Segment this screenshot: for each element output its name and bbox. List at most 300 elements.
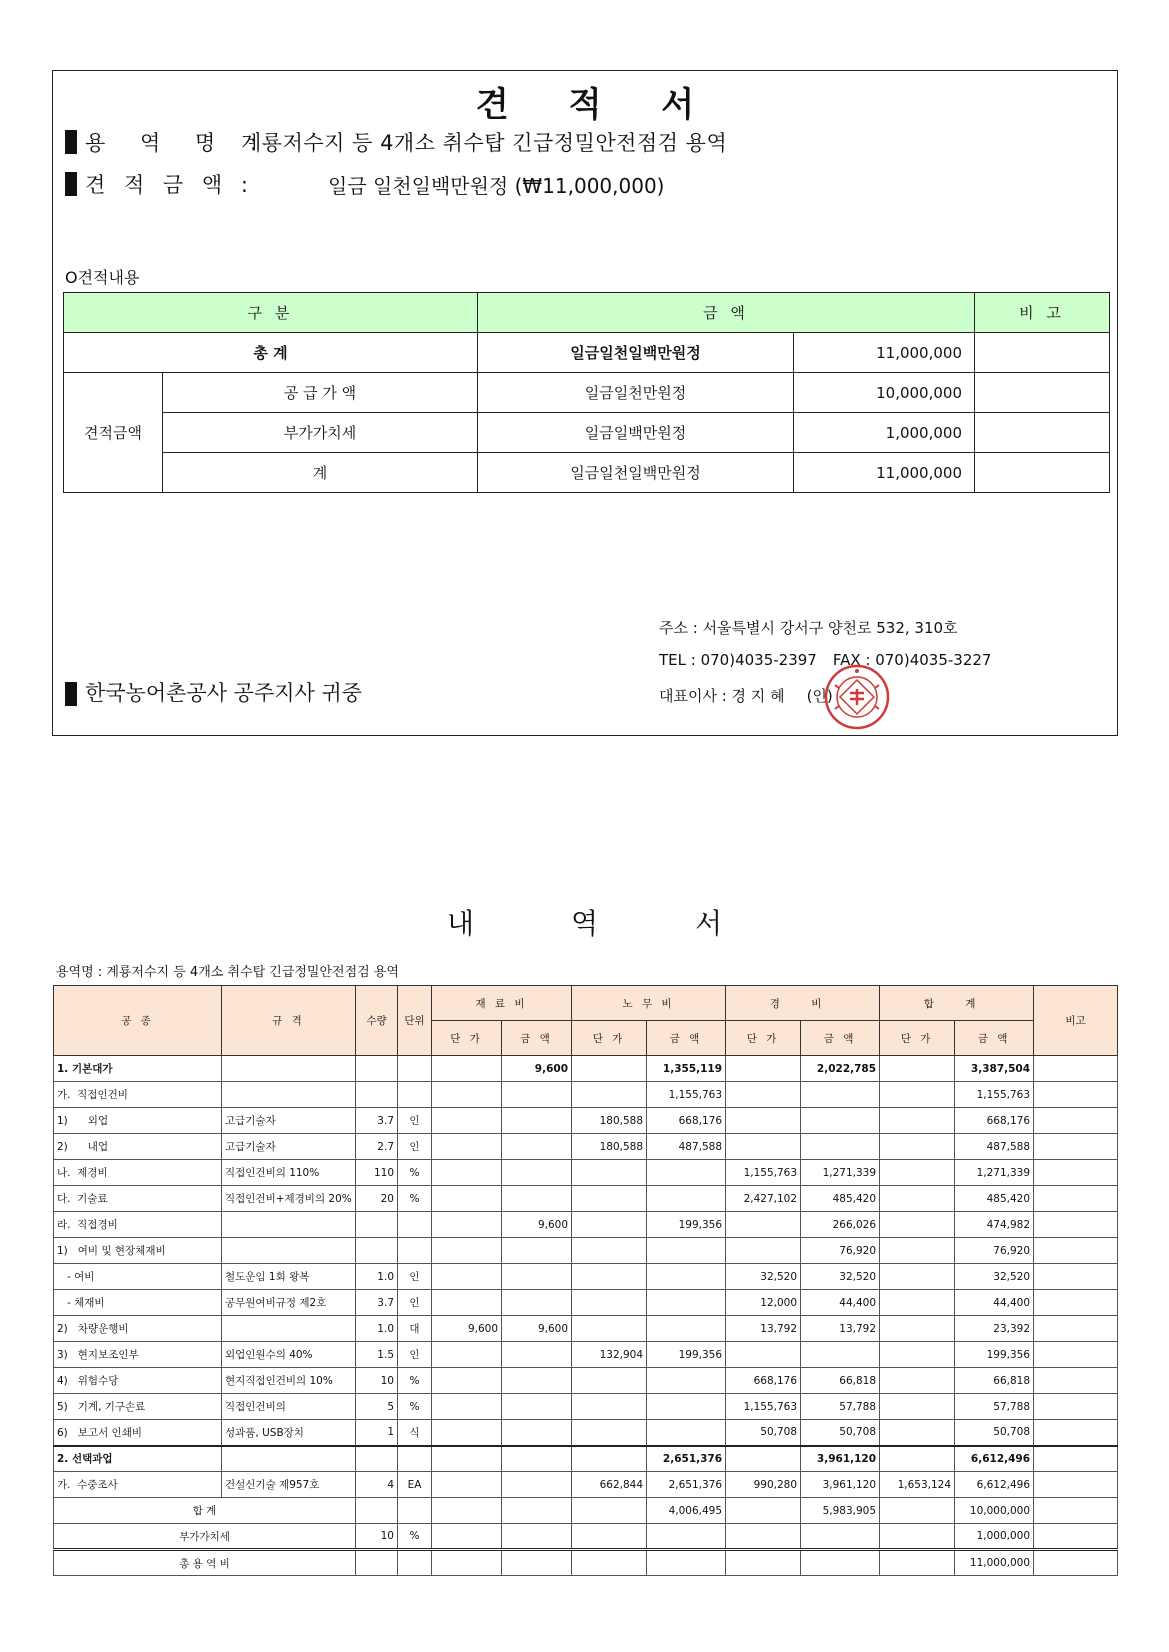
cell-name: 가. 직접인건비 (54, 1082, 222, 1108)
representative-name: 대표이사 : 경 지 혜 (659, 687, 785, 705)
summary-label: 합 계 (54, 1498, 356, 1524)
cell-l-amt (647, 1420, 726, 1446)
cell-t-amt: 6,612,496 (955, 1472, 1034, 1498)
empty-cell (572, 1550, 647, 1576)
cell-qty: 5 (356, 1394, 398, 1420)
cell-qty: 1.5 (356, 1342, 398, 1368)
cell-name: - 체재비 (54, 1290, 222, 1316)
cell-m-up (432, 1290, 502, 1316)
cell-remark (1034, 1420, 1118, 1446)
cell-m-up (432, 1134, 502, 1160)
cell-m-up (432, 1186, 502, 1212)
cell-m-up (432, 1160, 502, 1186)
cell-e-up (726, 1108, 801, 1134)
cell-e-amt: 44,400 (801, 1290, 880, 1316)
cell-e-amt: 3,961,120 (801, 1446, 880, 1472)
cell-m-up (432, 1394, 502, 1420)
cell-spec: 현지직접인건비의 10% (222, 1368, 356, 1394)
breakdown-title (0, 902, 1169, 942)
empty-cell (432, 1498, 502, 1524)
header-amount: 금 액 (647, 1021, 726, 1056)
cell-t-amt: 32,520 (955, 1264, 1034, 1290)
cell-m-up (432, 1108, 502, 1134)
table-row (54, 1368, 1118, 1394)
cell-l-amt (647, 1186, 726, 1212)
cell-m-amt (502, 1394, 572, 1420)
cell-t-amt: 485,420 (955, 1186, 1034, 1212)
row-label: 계 (163, 453, 478, 493)
cell-t-up (880, 1056, 955, 1082)
cell-m-amt (502, 1420, 572, 1446)
cell-qty: 1.0 (356, 1316, 398, 1342)
cell-unit: 인 (398, 1342, 432, 1368)
summary-e-amt (801, 1524, 880, 1550)
summary-unit (398, 1498, 432, 1524)
empty-cell (726, 1550, 801, 1576)
recipient-name: 한국농어촌공사 공주지사 귀중 (85, 681, 363, 705)
cell-t-amt: 1,155,763 (955, 1082, 1034, 1108)
bullet-icon (65, 172, 77, 196)
cell-l-up (572, 1446, 647, 1472)
cell-qty (356, 1446, 398, 1472)
breakdown-body (54, 1056, 1118, 1576)
cell-spec: 철도운임 1회 왕복 (222, 1264, 356, 1290)
cell-m-amt (502, 1160, 572, 1186)
cell-e-amt: 266,026 (801, 1212, 880, 1238)
cell-m-up (432, 1446, 502, 1472)
cell-l-up (572, 1056, 647, 1082)
empty-cell (1034, 1550, 1118, 1576)
total-row (64, 333, 1110, 373)
remark-cell (975, 333, 1110, 373)
cell-e-amt: 66,818 (801, 1368, 880, 1394)
cell-remark (1034, 1056, 1118, 1082)
cell-name: 다. 기술료 (54, 1186, 222, 1212)
header-unit-price: 단 가 (726, 1021, 801, 1056)
header-spec: 규 격 (222, 986, 356, 1056)
table-row (64, 373, 1110, 413)
cell-name: 1. 기본대가 (54, 1056, 222, 1082)
summary-l-amt: 4,006,495 (647, 1498, 726, 1524)
cell-name: 3) 현지보조인부 (54, 1342, 222, 1368)
header-material: 재 료 비 (432, 986, 572, 1021)
summary-qty: 10 (356, 1524, 398, 1550)
table-header-row (54, 986, 1118, 1021)
empty-cell (880, 1524, 955, 1550)
cell-name: 1) 외업 (54, 1108, 222, 1134)
cell-e-up: 13,792 (726, 1316, 801, 1342)
table-row (54, 1212, 1118, 1238)
summary-row (54, 1498, 1118, 1524)
row-label: 공 급 가 액 (163, 373, 478, 413)
cell-unit: % (398, 1394, 432, 1420)
cell-unit (398, 1446, 432, 1472)
cell-e-amt: 50,708 (801, 1420, 880, 1446)
summary-t-amt: 1,000,000 (955, 1524, 1034, 1550)
cell-t-up (880, 1394, 955, 1420)
cell-l-up (572, 1420, 647, 1446)
cell-unit: 인 (398, 1290, 432, 1316)
cell-e-up (726, 1056, 801, 1082)
header-expense: 경 비 (726, 986, 880, 1021)
empty-cell (880, 1498, 955, 1524)
cell-m-amt (502, 1082, 572, 1108)
row-number: 11,000,000 (794, 453, 975, 493)
empty-cell (502, 1550, 572, 1576)
cell-l-up (572, 1238, 647, 1264)
total-number: 11,000,000 (794, 333, 975, 373)
cell-t-up (880, 1186, 955, 1212)
cell-unit: 인 (398, 1108, 432, 1134)
cell-e-up (726, 1212, 801, 1238)
cell-qty: 2.7 (356, 1134, 398, 1160)
header-unit-price: 단 가 (880, 1021, 955, 1056)
cell-remark (1034, 1238, 1118, 1264)
cell-e-up (726, 1134, 801, 1160)
quote-amount-label: 견 적 금 액 : (85, 173, 254, 197)
cell-t-up (880, 1082, 955, 1108)
empty-cell (1034, 1524, 1118, 1550)
cell-t-up (880, 1342, 955, 1368)
group-label: 견적금액 (64, 373, 163, 493)
cell-t-amt: 44,400 (955, 1290, 1034, 1316)
breakdown-service-line: 용역명 : 계룡저수지 등 4개소 취수탑 긴급정밀안전점검 용역 (56, 965, 399, 980)
cell-unit: % (398, 1368, 432, 1394)
cell-t-up (880, 1212, 955, 1238)
table-row (54, 1446, 1118, 1472)
empty-cell (502, 1498, 572, 1524)
cell-spec (222, 1056, 356, 1082)
cell-l-up (572, 1290, 647, 1316)
header-category: 구 분 (64, 293, 478, 333)
quote-detail-caption: O견적내용 (65, 268, 140, 287)
cell-l-amt (647, 1290, 726, 1316)
cell-t-amt: 6,612,496 (955, 1446, 1034, 1472)
cell-spec: 직접인건비의 (222, 1394, 356, 1420)
table-row (54, 1238, 1118, 1264)
cell-l-amt (647, 1394, 726, 1420)
cell-l-up (572, 1186, 647, 1212)
cell-m-amt: 9,600 (502, 1316, 572, 1342)
cell-l-up (572, 1316, 647, 1342)
cell-unit: % (398, 1186, 432, 1212)
cell-e-amt: 485,420 (801, 1186, 880, 1212)
cell-e-amt (801, 1082, 880, 1108)
table-header-row (64, 293, 1110, 333)
cell-qty: 3.7 (356, 1108, 398, 1134)
remark-cell (975, 413, 1110, 453)
header-unit: 단위 (398, 986, 432, 1056)
cell-spec: 직접인건비+제경비의 20% (222, 1186, 356, 1212)
cell-l-amt: 668,176 (647, 1108, 726, 1134)
row-korean: 일금일천만원정 (478, 373, 794, 413)
cell-e-up (726, 1342, 801, 1368)
header-unit-price: 단 가 (572, 1021, 647, 1056)
quote-amount-value: 일금 일천일백만원정 (₩11,000,000) (328, 173, 665, 198)
cell-remark (1034, 1108, 1118, 1134)
cell-t-up (880, 1368, 955, 1394)
cell-unit: 식 (398, 1420, 432, 1446)
cell-m-up (432, 1082, 502, 1108)
breakdown-title-char: 역 (570, 907, 599, 940)
cell-spec (222, 1212, 356, 1238)
cell-l-up (572, 1160, 647, 1186)
cell-m-up: 9,600 (432, 1316, 502, 1342)
cell-e-up (726, 1238, 801, 1264)
cell-e-up (726, 1446, 801, 1472)
cell-remark (1034, 1160, 1118, 1186)
total-label: 총 계 (64, 333, 478, 373)
table-row (54, 1082, 1118, 1108)
remark-cell (975, 373, 1110, 413)
cell-name: 가. 수중조사 (54, 1472, 222, 1498)
cell-t-up: 1,653,124 (880, 1472, 955, 1498)
cell-l-amt (647, 1160, 726, 1186)
cell-spec: 고급기술자 (222, 1134, 356, 1160)
cell-name: 2. 선택과업 (54, 1446, 222, 1472)
cell-l-amt: 2,651,376 (647, 1446, 726, 1472)
cell-t-amt: 66,818 (955, 1368, 1034, 1394)
cell-name: 2) 차량운행비 (54, 1316, 222, 1342)
empty-cell (880, 1550, 955, 1576)
quotation-box (52, 70, 1118, 736)
cell-name: 1) 여비 및 현장체재비 (54, 1238, 222, 1264)
cell-spec (222, 1238, 356, 1264)
service-name-label: 용 역 명 : (85, 131, 271, 155)
cell-name: 라. 직접경비 (54, 1212, 222, 1238)
summary-t-amt: 11,000,000 (955, 1550, 1034, 1576)
cell-remark (1034, 1082, 1118, 1108)
cell-e-amt (801, 1134, 880, 1160)
cell-t-amt: 487,588 (955, 1134, 1034, 1160)
cell-e-up: 1,155,763 (726, 1160, 801, 1186)
cell-spec (222, 1082, 356, 1108)
summary-qty (356, 1550, 398, 1576)
cell-t-up (880, 1290, 955, 1316)
service-name-line (65, 127, 727, 157)
cell-name: 5) 기계, 기구손료 (54, 1394, 222, 1420)
table-row (54, 1056, 1118, 1082)
cell-qty: 3.7 (356, 1290, 398, 1316)
cell-m-amt (502, 1134, 572, 1160)
summary-e-amt (801, 1550, 880, 1576)
table-row (54, 1316, 1118, 1342)
cell-t-up (880, 1108, 955, 1134)
cell-t-amt: 57,788 (955, 1394, 1034, 1420)
empty-cell (502, 1524, 572, 1550)
cell-l-amt: 2,651,376 (647, 1472, 726, 1498)
row-korean: 일금일천일백만원정 (478, 453, 794, 493)
cell-t-amt: 1,271,339 (955, 1160, 1034, 1186)
cell-t-up (880, 1160, 955, 1186)
cell-l-amt: 199,356 (647, 1342, 726, 1368)
header-amount: 금 액 (502, 1021, 572, 1056)
table-row (64, 453, 1110, 493)
cell-m-amt (502, 1108, 572, 1134)
cell-qty (356, 1238, 398, 1264)
header-qty: 수량 (356, 986, 398, 1056)
cell-e-up (726, 1082, 801, 1108)
empty-cell (432, 1524, 502, 1550)
cell-m-amt: 9,600 (502, 1056, 572, 1082)
summary-l-amt (647, 1524, 726, 1550)
cell-m-up (432, 1368, 502, 1394)
quotation-title: 견 적 서 (475, 85, 719, 125)
cell-unit (398, 1056, 432, 1082)
empty-cell (572, 1524, 647, 1550)
cell-e-amt (801, 1108, 880, 1134)
cell-m-amt (502, 1342, 572, 1368)
cell-spec (222, 1316, 356, 1342)
breakdown-table (53, 985, 1118, 1576)
cell-e-amt: 13,792 (801, 1316, 880, 1342)
cell-remark (1034, 1212, 1118, 1238)
cell-l-up: 132,904 (572, 1342, 647, 1368)
cell-m-amt (502, 1446, 572, 1472)
table-row (54, 1472, 1118, 1498)
cell-spec: 외업인원수의 40% (222, 1342, 356, 1368)
cell-remark (1034, 1342, 1118, 1368)
recipient-line (65, 677, 362, 707)
cell-name: 6) 보고서 인쇄비 (54, 1420, 222, 1446)
cell-t-up (880, 1420, 955, 1446)
cell-m-up (432, 1472, 502, 1498)
summary-t-amt: 10,000,000 (955, 1498, 1034, 1524)
cell-t-up (880, 1238, 955, 1264)
cell-spec: 공무원여비규정 제2호 (222, 1290, 356, 1316)
cell-qty: 20 (356, 1186, 398, 1212)
breakdown-title-char: 서 (694, 907, 722, 940)
cell-m-up (432, 1342, 502, 1368)
cell-qty: 1 (356, 1420, 398, 1446)
table-row (54, 1186, 1118, 1212)
cell-t-amt: 76,920 (955, 1238, 1034, 1264)
cell-m-up (432, 1212, 502, 1238)
table-row (54, 1134, 1118, 1160)
cell-t-amt: 50,708 (955, 1420, 1034, 1446)
empty-cell (432, 1550, 502, 1576)
cell-remark (1034, 1264, 1118, 1290)
cell-e-amt: 2,022,785 (801, 1056, 880, 1082)
cell-unit: 인 (398, 1134, 432, 1160)
summary-label: 부가가치세 (54, 1524, 356, 1550)
cell-e-amt (801, 1342, 880, 1368)
company-tel: TEL : 070)4035-2397 (659, 651, 817, 669)
header-amount: 금 액 (955, 1021, 1034, 1056)
cell-spec (222, 1446, 356, 1472)
summary-l-amt (647, 1550, 726, 1576)
cell-l-amt: 199,356 (647, 1212, 726, 1238)
cell-e-up: 32,520 (726, 1264, 801, 1290)
cell-remark (1034, 1290, 1118, 1316)
cell-t-up (880, 1316, 955, 1342)
summary-e-amt: 5,983,905 (801, 1498, 880, 1524)
cell-e-amt: 1,271,339 (801, 1160, 880, 1186)
cell-e-up: 990,280 (726, 1472, 801, 1498)
cell-m-up (432, 1238, 502, 1264)
table-row (64, 413, 1110, 453)
cell-t-up (880, 1446, 955, 1472)
cell-e-amt: 76,920 (801, 1238, 880, 1264)
summary-unit: % (398, 1524, 432, 1550)
table-row (54, 1108, 1118, 1134)
cell-e-up: 2,427,102 (726, 1186, 801, 1212)
cell-e-up: 50,708 (726, 1420, 801, 1446)
representative-line (659, 685, 833, 706)
seal-mark: (인) (806, 687, 833, 705)
header-amount: 금 액 (801, 1021, 880, 1056)
cell-l-amt: 487,588 (647, 1134, 726, 1160)
cell-unit: 인 (398, 1264, 432, 1290)
company-address: 주소 : 서울특별시 강서구 양천로 532, 310호 (659, 619, 958, 637)
cell-spec: 고급기술자 (222, 1108, 356, 1134)
cell-t-amt: 474,982 (955, 1212, 1034, 1238)
cell-unit: 대 (398, 1316, 432, 1342)
cell-m-amt (502, 1290, 572, 1316)
empty-cell (726, 1524, 801, 1550)
cell-m-up (432, 1264, 502, 1290)
cell-m-amt (502, 1238, 572, 1264)
cell-qty (356, 1056, 398, 1082)
summary-unit (398, 1550, 432, 1576)
cell-remark (1034, 1316, 1118, 1342)
cell-m-amt: 9,600 (502, 1212, 572, 1238)
table-row (54, 1290, 1118, 1316)
cell-t-up (880, 1134, 955, 1160)
cell-name: 나. 제경비 (54, 1160, 222, 1186)
cell-spec: 성과품, USB장치 (222, 1420, 356, 1446)
cell-l-amt: 1,155,763 (647, 1082, 726, 1108)
cell-e-up: 668,176 (726, 1368, 801, 1394)
cell-spec: 건설신기술 제957호 (222, 1472, 356, 1498)
cell-t-amt: 3,387,504 (955, 1056, 1034, 1082)
quote-summary-table (63, 292, 1110, 493)
cell-e-up: 1,155,763 (726, 1394, 801, 1420)
cell-l-up: 180,588 (572, 1134, 647, 1160)
quote-amount-line (65, 169, 665, 199)
cell-m-amt (502, 1264, 572, 1290)
cell-e-amt: 57,788 (801, 1394, 880, 1420)
cell-qty: 10 (356, 1368, 398, 1394)
cell-name: - 여비 (54, 1264, 222, 1290)
table-row (54, 1160, 1118, 1186)
empty-cell (572, 1498, 647, 1524)
cell-remark (1034, 1394, 1118, 1420)
summary-label: 총 용 역 비 (54, 1550, 356, 1576)
cell-m-amt (502, 1186, 572, 1212)
cell-l-up (572, 1212, 647, 1238)
cell-l-up (572, 1394, 647, 1420)
cell-remark (1034, 1472, 1118, 1498)
summary-row (54, 1524, 1118, 1550)
cell-l-up: 662,844 (572, 1472, 647, 1498)
cell-spec: 직접인건비의 110% (222, 1160, 356, 1186)
cell-qty: 1.0 (356, 1264, 398, 1290)
cell-remark (1034, 1134, 1118, 1160)
header-unit-price: 단 가 (432, 1021, 502, 1056)
row-number: 1,000,000 (794, 413, 975, 453)
cell-t-amt: 668,176 (955, 1108, 1034, 1134)
breakdown-title-char: 내 (447, 907, 475, 940)
summary-qty (356, 1498, 398, 1524)
header-labor: 노 무 비 (572, 986, 726, 1021)
total-korean: 일금일천일백만원정 (478, 333, 794, 373)
row-number: 10,000,000 (794, 373, 975, 413)
row-korean: 일금일백만원정 (478, 413, 794, 453)
company-fax: FAX : 070)4035-3227 (832, 651, 992, 669)
cell-unit: % (398, 1160, 432, 1186)
cell-name: 2) 내업 (54, 1134, 222, 1160)
